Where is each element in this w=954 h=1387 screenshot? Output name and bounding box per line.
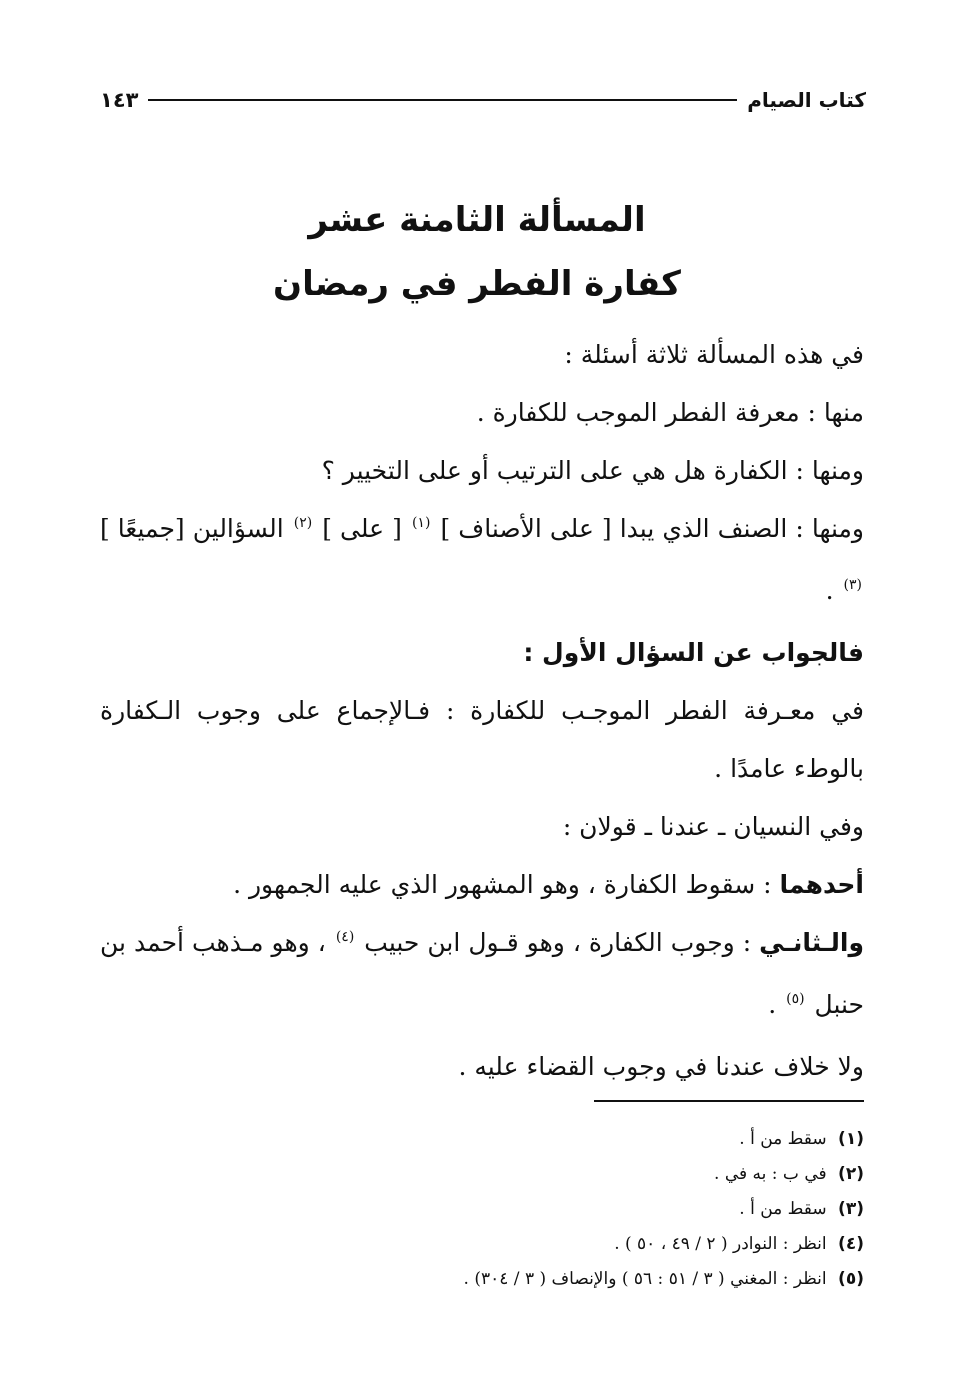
- footnote-ref-3: (٣): [843, 577, 862, 593]
- question-2: ومنها : الكفارة هل هي على الترتيب أو على التخيير ؟: [321, 456, 864, 485]
- footnote-2-text: في ب : به في .: [714, 1164, 827, 1184]
- header-title: كتاب الصيام: [747, 88, 866, 112]
- footnote-3: [100, 1192, 864, 1227]
- question-3-part-1: ومنها : الصنف الذي يبدا [ على الأصناف ]: [440, 514, 865, 543]
- answer-paragraph: في معـرفة الفطر الموجـب للكفارة : فـالإجماع على وجوب الـكفارة بالوطء عامدًا .: [100, 696, 864, 783]
- footnote-ref-5: (٥): [786, 991, 805, 1007]
- section-subtitle: كفارة الفطر في رمضان: [273, 264, 681, 304]
- footnote-1: [100, 1122, 864, 1157]
- body-text: [100, 326, 864, 1096]
- running-header: [100, 82, 866, 118]
- second-opinion: [100, 914, 864, 1038]
- second-opinion-end: .: [768, 990, 777, 1019]
- footnotes: [100, 1122, 864, 1297]
- answer-heading: فالجواب عن السؤال الأول :: [523, 638, 864, 667]
- footnote-3-number: (٣): [838, 1199, 864, 1219]
- footnote-4-text: انظر : النوادر ( ٢ / ٤٩ ، ٥٠ ) .: [614, 1234, 827, 1254]
- second-opinion-text-b: ، وهو مـذهب أحمد بن حنبل: [100, 928, 864, 1019]
- second-opinion-label: والـثانـي: [759, 928, 865, 957]
- footnote-rule: [594, 1100, 864, 1102]
- intro-paragraph: في هذه المسألة ثلاثة أسئلة :: [564, 340, 864, 369]
- first-opinion-text: : سقوط الكفارة ، وهو المشهور الذي عليه الجمهور .: [233, 870, 772, 899]
- question-3-part-3: السؤالين [جميعًا ]: [100, 514, 284, 543]
- footnote-ref-1: (١): [411, 515, 431, 531]
- footnote-4: [100, 1227, 864, 1262]
- question-1: منها : معرفة الفطر الموجب للكفارة .: [476, 398, 864, 427]
- section-title: المسألة الثامنة عشر: [308, 200, 646, 240]
- footnote-5-number: (٥): [838, 1269, 864, 1289]
- footnote-5: [100, 1262, 864, 1297]
- header-rule: [148, 99, 737, 101]
- footnote-ref-4: (٤): [335, 929, 355, 945]
- forgetting-paragraph: وفي النسيان ـ عندنا ـ قولان :: [562, 812, 864, 841]
- question-3: [100, 500, 864, 624]
- footnote-4-number: (٤): [838, 1234, 864, 1254]
- no-dispute-paragraph: ولا خلاف عندنا في وجوب القضاء عليه .: [458, 1052, 864, 1081]
- footnote-1-number: (١): [838, 1129, 864, 1149]
- question-3-end: .: [825, 576, 834, 605]
- footnote-3-text: سقط من أ .: [739, 1199, 827, 1219]
- second-opinion-text-a: : وجوب الكفارة ، وهو قـول ابن حبيب: [364, 928, 752, 957]
- first-opinion: [100, 856, 864, 914]
- question-3-part-2: [ على ]: [322, 514, 402, 543]
- page-number: ١٤٣: [100, 88, 139, 112]
- footnote-1-text: سقط من أ .: [739, 1129, 827, 1149]
- footnote-ref-2: (٢): [293, 515, 313, 531]
- first-opinion-label: أحدهما: [779, 870, 864, 899]
- footnote-5-text: انظر : المغني ( ٣ / ٥١ : ٥٦ ) والإنصاف ( ٣ / ٣٠٤) .: [463, 1269, 827, 1289]
- footnote-2: [100, 1157, 864, 1192]
- footnote-2-number: (٢): [838, 1164, 864, 1184]
